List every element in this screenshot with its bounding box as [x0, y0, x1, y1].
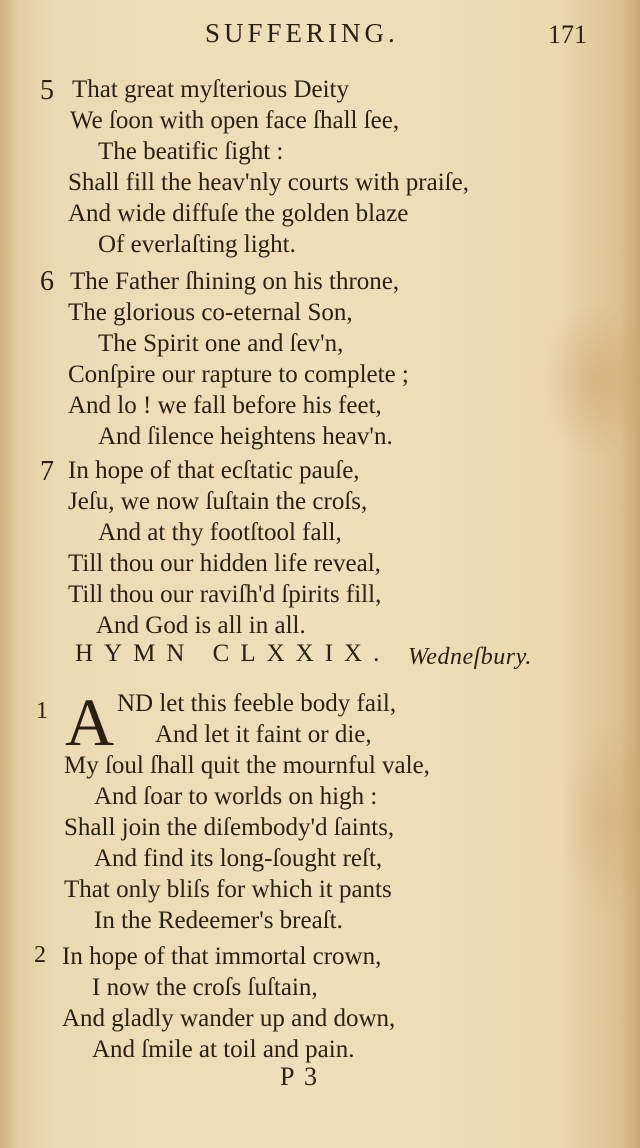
stanza-number: 6	[40, 266, 54, 297]
verse-line: Shall fill the heav'nly courts with praiſe,	[68, 169, 469, 196]
tune-name: Wedneſbury.	[408, 644, 532, 670]
verse-line: Till thou our raviſh'd ſpirits fill,	[68, 581, 382, 608]
verse-line: And wide diffuſe the golden blaze	[68, 200, 409, 227]
signature-mark: P 3	[280, 1062, 319, 1091]
verse-line: And ſmile at toil and pain.	[92, 1036, 355, 1063]
stanza-number: 2	[34, 942, 46, 968]
verse-line: That only bliſs for which it pants	[64, 876, 392, 903]
verse-line: And lo ! we fall before his feet,	[68, 392, 382, 419]
verse-line: And ſoar to worlds on high :	[94, 783, 378, 810]
page-number: 171	[548, 20, 587, 49]
verse-line: Of everlaſting light.	[98, 231, 296, 258]
verse-line: I now the croſs ſuſtain,	[92, 974, 318, 1001]
drop-cap: A	[65, 684, 115, 760]
verse-line: That great myſterious Deity	[72, 76, 350, 103]
hymn-title: HYMN CLXXIX.	[75, 640, 391, 667]
verse-line: And God is all in all.	[96, 612, 306, 639]
verse-line: Conſpire our rapture to complete ;	[68, 361, 409, 388]
stanza-number: 5	[40, 75, 54, 106]
stanza-number: 7	[40, 456, 54, 487]
verse-line: The Spirit one and ſev'n,	[98, 330, 344, 357]
verse-line: My ſoul ſhall quit the mournful vale,	[64, 752, 430, 779]
verse-line: In hope of that ecſtatic pauſe,	[68, 457, 360, 484]
verse-line: And find its long-ſought reſt,	[94, 845, 383, 872]
stanza-number: 1	[36, 698, 48, 724]
verse-line: The beatific ſight :	[98, 138, 284, 165]
verse-line: Till thou our hidden life reveal,	[68, 550, 381, 577]
verse-line: In hope of that immortal crown,	[62, 943, 382, 970]
verse-line: ND let this feeble body fail,	[117, 690, 397, 717]
verse-line: Shall join the diſembody'd ſaints,	[64, 814, 395, 841]
paper-stain	[540, 300, 640, 460]
verse-line: And at thy footſtool fall,	[98, 519, 342, 546]
verse-line: The glorious co-eternal Son,	[68, 299, 353, 326]
verse-line: And gladly wander up and down,	[62, 1005, 396, 1032]
verse-line: The Father ſhining on his throne,	[70, 268, 400, 295]
verse-line: And ſilence heightens heav'n.	[98, 423, 393, 450]
paper-stain	[560, 720, 640, 920]
verse-line: In the Redeemer's breaſt.	[94, 907, 343, 934]
verse-line: Jeſu, we now ſuſtain the croſs,	[68, 488, 368, 515]
verse-line: And let it faint or die,	[155, 721, 372, 748]
running-header: SUFFERING.	[205, 18, 399, 48]
verse-line: We ſoon with open face ſhall ſee,	[70, 107, 400, 134]
